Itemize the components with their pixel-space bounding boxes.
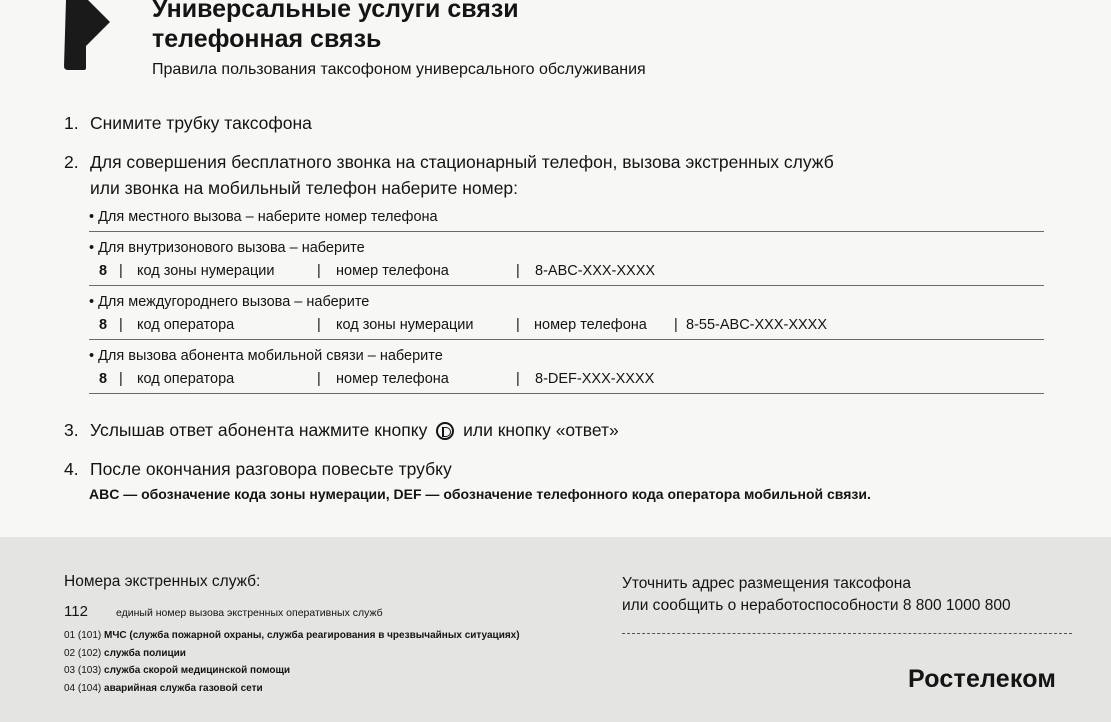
dial-format: 8-DEF-XXX-XXXX — [535, 371, 655, 387]
call-type-heading: • Для вызова абонента мобильной связи – наберите — [89, 348, 443, 364]
dial-part: код оператора — [137, 317, 235, 333]
emergency-title: Номера экстренных служб: — [64, 573, 261, 590]
step-number: 1. — [64, 113, 79, 133]
emergency-item — [64, 683, 263, 694]
handset-button-icon — [436, 422, 454, 440]
step-2 — [64, 149, 834, 201]
emergency-description: МЧС (служба пожарной охраны, служба реагирования в чрезвычайных ситуациях) — [104, 630, 520, 641]
call-type-heading: • Для местного вызова – наберите номер телефона — [89, 209, 438, 225]
dial-prefix: 8 — [99, 317, 108, 333]
separator: | — [674, 317, 678, 333]
step-number: 2. — [64, 152, 79, 172]
dial-part: код оператора — [137, 371, 235, 387]
separator: | — [516, 263, 520, 279]
call-type-heading: • Для междугороднего вызова – наберите — [89, 294, 370, 310]
step-4 — [64, 456, 452, 482]
rostelecom-logo-icon — [62, 0, 112, 70]
emergency-main-number — [64, 603, 383, 620]
step-text-continued: или звонка на мобильный телефон наберите номер: — [90, 178, 519, 198]
call-type-intrazone — [89, 237, 1044, 287]
location-line: Уточнить адрес размещения таксофона — [622, 575, 911, 592]
dial-part: номер телефона — [534, 317, 647, 333]
emergency-item — [64, 648, 186, 659]
divider — [89, 393, 1044, 394]
dial-part: код зоны нумерации — [336, 317, 474, 333]
step-number: 3. — [64, 420, 79, 440]
step-text: Услышав ответ абонента нажмите кнопку — [90, 420, 428, 440]
call-type-longdistance — [89, 291, 1044, 341]
location-info — [622, 573, 1011, 617]
step-text: После окончания разговора повесьте трубку — [90, 459, 452, 479]
divider — [89, 231, 1044, 232]
separator: | — [516, 371, 520, 387]
step-1 — [64, 110, 312, 136]
emergency-description: аварийная служба газовой сети — [104, 683, 263, 694]
dial-part: номер телефона — [336, 263, 449, 279]
emergency-code: 03 (103) — [64, 665, 102, 676]
step-text: Снимите трубку таксофона — [90, 113, 312, 133]
separator: | — [317, 263, 321, 279]
info-panel — [0, 537, 1111, 722]
separator: | — [516, 317, 520, 333]
dial-part: код зоны нумерации — [137, 263, 275, 279]
emergency-code: 01 (101) — [64, 630, 102, 641]
call-type-local — [89, 206, 1044, 232]
brand-wordmark: Ростелеком — [908, 665, 1057, 693]
step-number: 4. — [64, 459, 79, 479]
emergency-item — [64, 630, 520, 641]
call-type-mobile — [89, 345, 1044, 395]
emergency-description: служба полиции — [104, 648, 186, 659]
dotted-divider — [622, 633, 1072, 634]
dial-format: 8-ABC-XXX-XXXX — [535, 263, 656, 279]
step-3 — [64, 417, 619, 443]
call-type-heading: • Для внутризонового вызова – наберите — [89, 240, 365, 256]
abbreviation-note: ABC — обозначение кода зоны нумерации, DEF — обозначение телефонного кода оператора мобильной связи. — [89, 486, 871, 502]
dial-prefix: 8 — [99, 263, 108, 279]
emergency-code: 02 (102) — [64, 648, 102, 659]
dial-prefix: 8 — [99, 371, 108, 387]
step-text-after-icon: или кнопку «ответ» — [463, 420, 619, 440]
separator: | — [119, 317, 123, 333]
separator: | — [317, 371, 321, 387]
emergency-code: 112 — [64, 603, 88, 620]
page-title: Универсальные услуги связи — [152, 0, 519, 23]
emergency-code: 04 (104) — [64, 683, 102, 694]
divider — [89, 285, 1044, 286]
separator: | — [119, 371, 123, 387]
page-subtitle: Правила пользования таксофоном универсального обслуживания — [152, 61, 646, 78]
separator: | — [119, 263, 123, 279]
support-phone-line: или сообщить о неработоспособности 8 800 1000 800 — [622, 597, 1011, 614]
separator: | — [317, 317, 321, 333]
divider — [89, 339, 1044, 340]
emergency-description: единый номер вызова экстренных оперативных служб — [116, 607, 383, 619]
emergency-item — [64, 665, 290, 676]
dial-part: номер телефона — [336, 371, 449, 387]
step-text: Для совершения бесплатного звонка на стационарный телефон, вызова экстренных служб — [90, 152, 834, 172]
page-title-second-line: телефонная связь — [152, 25, 382, 53]
dial-format: 8-55-ABC-XXX-XXXX — [686, 317, 828, 333]
emergency-description: служба скорой медицинской помощи — [104, 665, 291, 676]
